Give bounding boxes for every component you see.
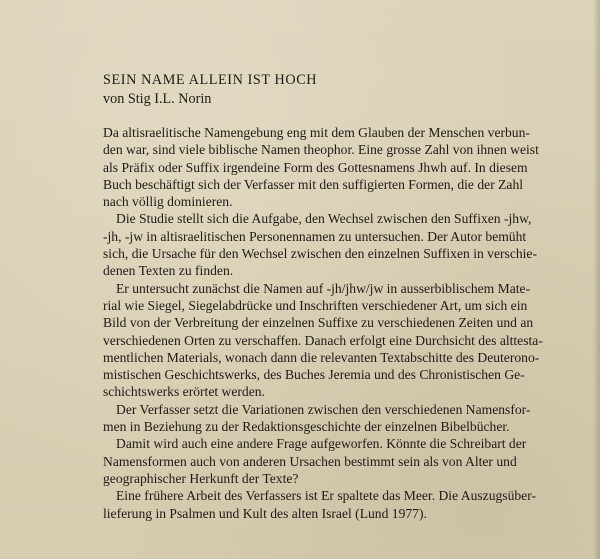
paragraph (103, 124, 539, 210)
page-edge-shadow (593, 0, 600, 559)
blurb-text (103, 124, 543, 522)
text-line: Buch beschäftigt sich der Verfasser mit den suffigierten Formen, die der Zahl (103, 176, 524, 192)
text-line: Namensformen auch von anderen Ursachen bestimmt sein als von Alter und (103, 453, 517, 469)
text-line: denen Texten zu finden. (103, 263, 234, 279)
book-title: SEIN NAME ALLEIN IST HOCH (103, 72, 318, 88)
text-line: nach völlig dominieren. (103, 194, 233, 210)
text-line: schichtswerks erörtet werden. (103, 384, 265, 400)
text-line: Der Verfasser setzt die Variationen zwischen den verschiedenen Namensfor- (116, 401, 531, 417)
paragraph (103, 487, 536, 522)
text-line: Er untersucht zunächst die Namen auf -jh/jhw/jw in ausserbiblischem Mate- (116, 280, 531, 296)
text-line: rial wie Siegel, Siegelabdrücke und Inschriften verschiedener Art, um sich ein (103, 297, 528, 313)
text-line: Da altisraelitische Namengebung eng mit dem Glauben der Menschen verbun- (103, 125, 530, 140)
text-line: den war, sind viele biblische Namen theophor. Eine grosse Zahl von ihnen weist (103, 142, 539, 158)
text-line: Bild von der Verbreitung der einzelnen Suffixe zu verschiedenen Zeiten und an (103, 315, 534, 331)
text-line: sich, die Ursache für den Wechsel zwischen den einzelnen Suffixen in verschie- (103, 246, 537, 262)
text-line: -jh, -jw in altisraelitischen Personennamen zu untersuchen. Der Autor bemüht (103, 228, 527, 244)
author-line: von Stig I.L. Norin (103, 91, 212, 107)
text-line: lieferung in Psalmen und Kult des alten Israel (Lund 1977). (103, 505, 427, 521)
text-line: Damit wird auch eine andere Frage aufgeworfen. Könnte die Schreibart der (116, 436, 527, 452)
text-line: Die Studie stellt sich die Aufgabe, den Wechsel zwischen den Suffixen -jhw, (116, 211, 532, 227)
text-line: Eine frühere Arbeit des Verfassers ist Er spaltete das Meer. Die Auszugsüber- (116, 488, 536, 504)
paragraph (103, 280, 543, 401)
text-line: men in Beziehung zu der Redaktionsgeschichte der einzelnen Bibelbücher. (103, 419, 510, 435)
text-line: geographischer Herkunft der Texte? (103, 470, 299, 486)
text-line: als Präfix oder Suffix irgendeine Form des Gottesnamens Jhwh auf. In diesem (103, 159, 528, 175)
paragraph (103, 401, 531, 436)
text-line: verschiedenen Orten zu verschaffen. Danach erfolgt eine Durchsicht des alttesta- (103, 332, 543, 348)
paragraph (103, 210, 537, 279)
text-line: mentlichen Materials, wonach dann die relevanten Textabschitte des Deuterono- (103, 349, 540, 365)
paragraph (103, 435, 527, 487)
text-line: mistischen Geschichtswerks, des Buches Jeremia und des Chronistischen Ge- (103, 367, 525, 383)
